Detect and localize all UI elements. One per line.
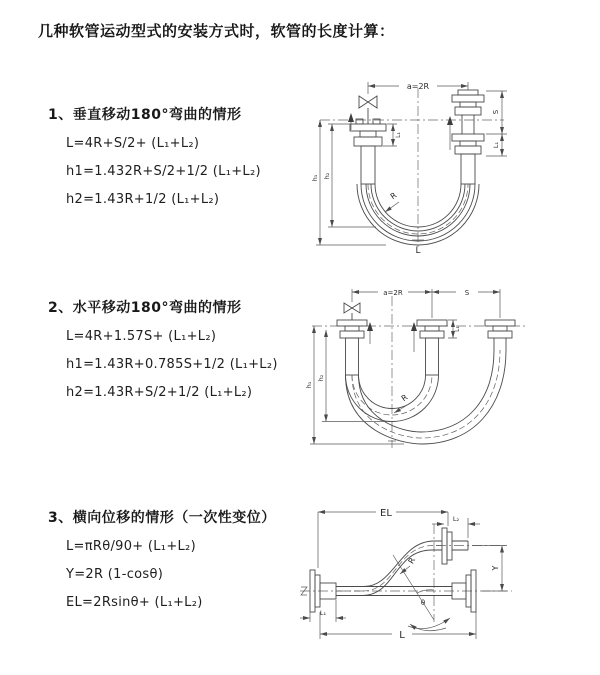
centerlines xyxy=(320,88,504,250)
formula-length: L=πRθ/90+ (L₁+L₂) xyxy=(66,539,196,554)
section-vertical-movement xyxy=(48,104,261,218)
formula-y: Y=2R (1-cosθ) xyxy=(66,567,164,582)
formula-h1: h1=1.43R+0.785S+1/2 (L₁+L₂) xyxy=(66,357,278,372)
dimension-l1 xyxy=(448,320,461,338)
formula-h2: h2=1.43R+1/2 (L₁+L₂) xyxy=(66,192,220,207)
radius-label: R xyxy=(406,556,418,566)
flange-fittings xyxy=(337,320,515,375)
formula-h1: h1=1.432R+S/2+1/2 (L₁+L₂) xyxy=(66,164,261,179)
formula-h2: h2=1.43R+S/2+1/2 (L₁+L₂) xyxy=(66,385,253,400)
radius-callout xyxy=(385,190,399,212)
dim-label-a2r: a=2R xyxy=(406,82,430,91)
section-horizontal-movement xyxy=(48,297,278,411)
dimension-span-a2r xyxy=(352,289,432,297)
dimension-h1 xyxy=(305,326,404,444)
angle-construction xyxy=(393,555,450,631)
formula-length: L=4R+1.57S+ (L₁+L₂) xyxy=(66,329,217,344)
dimension-l1 xyxy=(300,600,346,622)
dim-label-a2r: a=2R xyxy=(383,289,403,297)
dimension-y xyxy=(472,546,507,592)
dim-label-h1: h₁ xyxy=(311,174,319,182)
dim-label-h1: h₁ xyxy=(305,381,313,389)
dimension-l1-right xyxy=(486,134,507,156)
left-flange-fitting xyxy=(350,119,386,184)
right-flange-fittings xyxy=(452,90,484,184)
hose-s-curve-displaced xyxy=(336,541,442,596)
length-label: L xyxy=(415,246,421,256)
dimension-s xyxy=(486,91,507,134)
formula-length: L=4R+S/2+ (L₁+L₂) xyxy=(66,136,200,151)
section-3-heading: 3、横向位移的情形（一次性变位） xyxy=(48,510,276,526)
centerlines xyxy=(312,296,528,448)
upper-flange-fitting xyxy=(442,528,468,564)
radius-label: R xyxy=(388,190,399,202)
angle-label: θ xyxy=(420,599,426,607)
dimension-s xyxy=(352,289,500,318)
dim-label-l1: L₁ xyxy=(454,326,461,332)
dim-label-l1: L₁ xyxy=(319,609,327,617)
section-1-heading: 1、垂直移动180°弯曲的情形 xyxy=(48,107,242,123)
dim-label-l1-left: L₁ xyxy=(395,132,402,138)
dim-label-el: EL xyxy=(380,508,392,519)
dim-label-l1-right: L₁ xyxy=(492,141,500,149)
dim-label-l: L xyxy=(399,630,405,641)
dimension-l xyxy=(320,612,476,641)
dim-label-h2: h₂ xyxy=(317,374,325,382)
movement-arrows xyxy=(348,113,453,150)
radius-label: R xyxy=(399,392,410,404)
radius-callout xyxy=(394,392,410,413)
dimension-l2 xyxy=(432,515,480,538)
dimension-el xyxy=(318,508,448,568)
centerlines xyxy=(300,524,512,622)
dim-label-y: Y xyxy=(491,565,500,571)
section-2-heading: 2、水平移动180°弯曲的情形 xyxy=(48,300,242,316)
section-lateral-displacement xyxy=(48,507,276,621)
dim-label-h2: h₂ xyxy=(323,172,331,180)
diagram-vertical-180-bend xyxy=(306,72,533,256)
dimension-h2 xyxy=(317,330,392,422)
diagram-lateral-displacement xyxy=(296,498,596,650)
page-title: 几种软管运动型式的安装方式时，软管的长度计算： xyxy=(38,22,395,40)
valve-icon xyxy=(344,303,360,320)
dim-label-s: S xyxy=(492,109,500,115)
formula-el: EL=2Rsinθ+ (L₁+L₂) xyxy=(66,595,203,610)
dim-label-s: S xyxy=(464,289,470,297)
dim-label-l2: L₂ xyxy=(452,515,460,523)
diagram-horizontal-180-bend xyxy=(304,280,536,456)
